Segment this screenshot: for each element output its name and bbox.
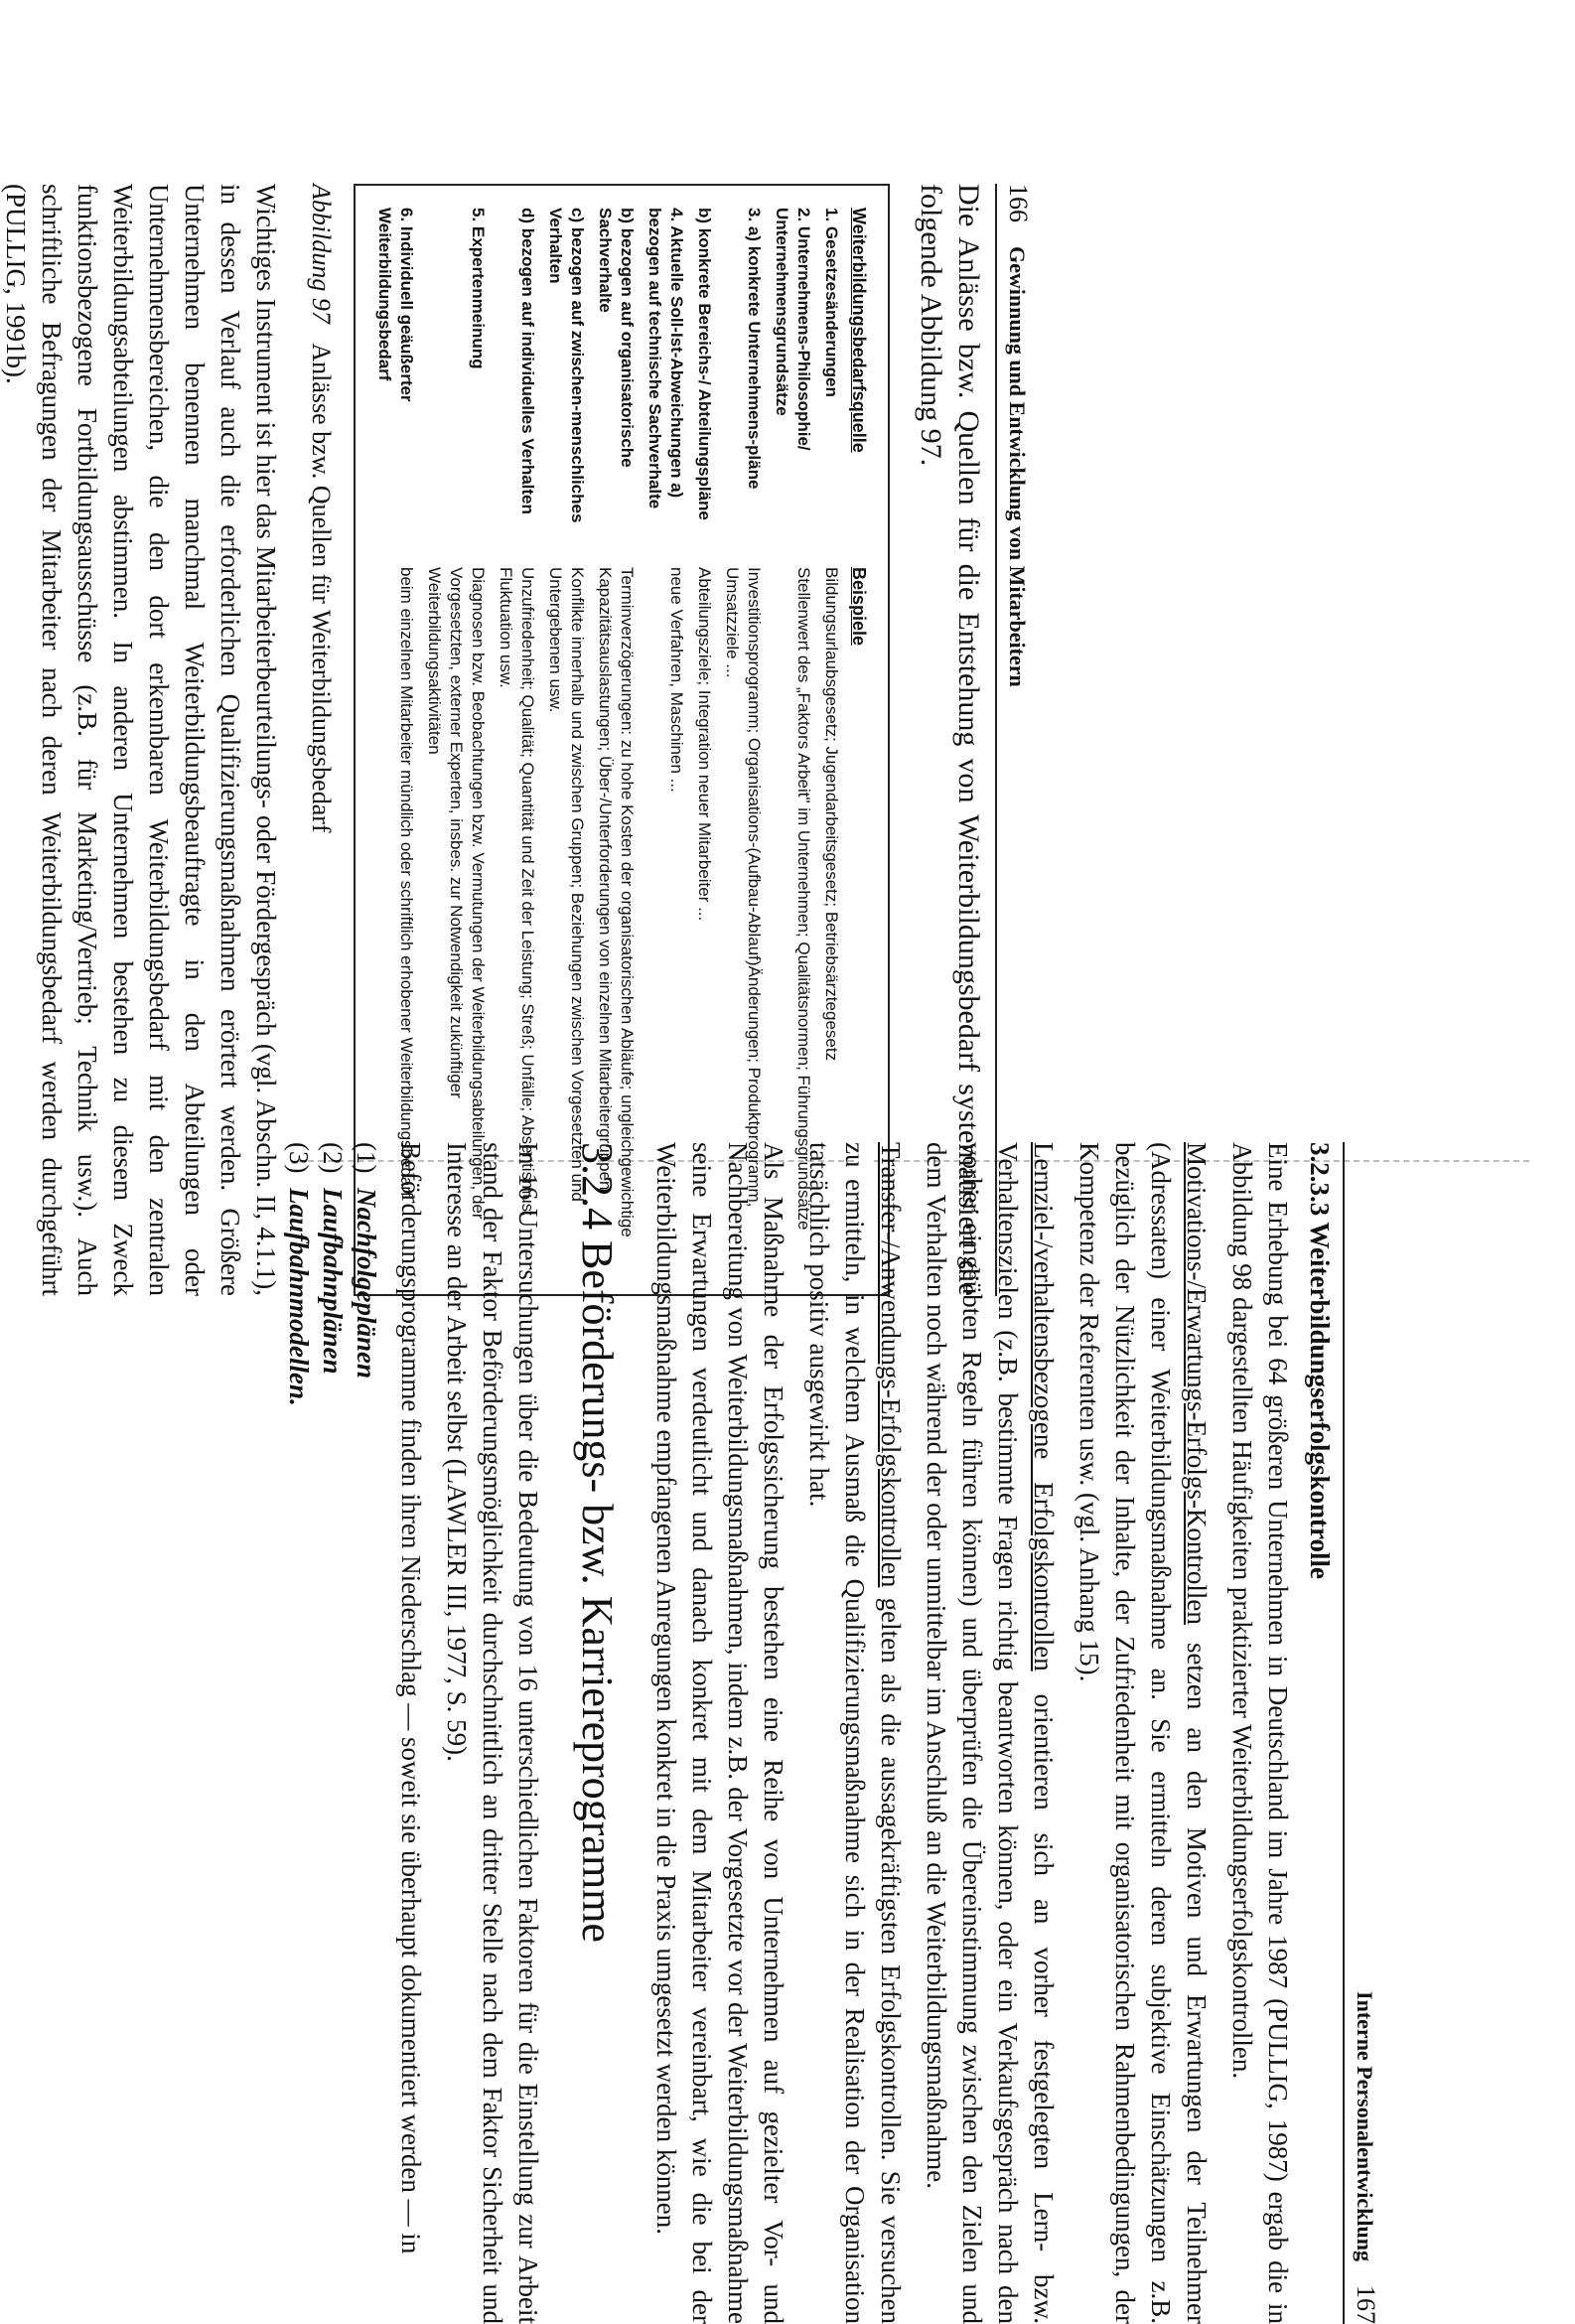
header-rule [1343,1142,1345,2324]
paragraph-3 [919,1142,1062,2324]
running-head-166 [1003,184,1033,1296]
running-head-title: Interne Personalentwicklung [1353,1991,1377,2261]
figure-example-cell: beim einzelnen Mitarbeiter mündlich oder schriftlich erhobener Weiterbildungsbedarf [397,567,416,1197]
page-number: 167 [1352,2285,1380,2324]
list-text: Laufbahnmodellen. [284,1188,314,1406]
page-166 [1,184,1033,1296]
figure-source-cell: 4. Aktuelle Soll-Ist-Abweichungen a) bezogen auf technische Sachverhalte [645,208,686,509]
caption-text: Anlässe bzw. Quellen für Weiterbildungsbedarf [307,343,336,833]
figure-example-cell: Stellenwert des „Faktors Arbeit" im Unternehmen; Qualitätsnormen; Führungsgrundsätze [794,567,813,1231]
figure-example-cell: neue Verfahren, Maschinen ... [667,567,686,793]
section-heading: 3.2.3.3 Weiterbildungserfolgskontrolle [1305,1142,1335,1580]
body-paragraph: Wichtiges Instrument ist hier das Mitarbeiterbeurteilungs- oder Fördergespräch (vgl. Abschn. II, 4.1.1), in dessen Verlauf auch die erforderlichen Qualifizierungsmaßnahmen erörtert werden. Größere Unternehmen benennen manchmal Weiterbildungsbeauftragte in den Abteilungen oder Unternehmensbereichen, die den dort erkennbaren Weiterbildungsbedarf mit den zentralen Weiterbildungsabteilungen abstimmen. In anderen Unternehmen bestehen zu diesem Zweck funktionsbezogene Fortbildungsausschüsse (z.B. für Marketing/Vertrieb; Technik usw.). Auch schriftliche Befragungen der Mitarbeiter nach deren Weiterbildungsbedarf werden durchgeführt (PULLIG, 1991b). [1,184,281,1296]
term-lernziel: Lernziel-/verhaltensbezogene Erfolgskontrollen [1029,1142,1059,1671]
page-number: 166 [1004,184,1033,222]
figure-caption [306,184,336,1296]
running-head-title: Gewinnung und Entwicklung von Mitarbeitern [1005,246,1030,687]
term-transfer: Transfer-/Anwendungs-Erfolgskontrollen [876,1142,906,1588]
list-text: Laufbahnplänen [318,1188,348,1375]
figure-example-cell: Terminverzögerungen: zu hohe Kosten der organisatorischen Abläufe; ungleichgewichtige Kapazitätsauslastungen; Über-/Unterforderungen von einzelnen Mitarbeitergruppen [596,567,637,1237]
term-motivation: Motivations-/Erwartungs-Erfolgs-Kontrollen [1182,1142,1212,1625]
program-list [282,1142,383,2324]
figure-source-cell: 1. Gesetzesänderungen [822,208,841,397]
paragraph-5: Als Maßnahme der Erfolgssicherung bestehen eine Reihe von Unternehmen auf gezielter Vor- und Nachbereitung von Weiterbildungsmaßnahmen, indem z.B. der Vorgesetzte vor der Weiterbildungsmaßnahme seine Erwartungen verdeutlicht und danach konkret mit dem Mitarbeiter vereinbart, wie die bei der Weiterbildungsmaßnahme empfangenen Anregungen konkret in die Praxis umgesetzt werden können. [651,1142,788,2324]
paragraph-4-text: gelten als die aussagekräftigsten Erfolgskontrollen. Sie versuchen zu ermitteln, in welchem Ausmaß die Qualifizierungsmaßnahme sich in der Realisation der Organisation tatsächlich positiv ausgewirkt hat. [804,1142,906,2324]
list-number: (1) [352,1142,381,1174]
running-head-167 [1351,1142,1380,2324]
paragraph-2 [1072,1142,1215,2324]
figure-example-cell: Diagnosen bzw. Beobachtungen bzw. Vermutungen der Weiterbildungsabteilungen, der Vorgesetzten, externer Experten, insbes. zur Notwendigkeit zukünftiger Weiterbildungsaktivitäten [425,567,488,1220]
figure-97-box [354,184,890,1296]
list-number: (2) [318,1142,348,1174]
paragraph-1: Eine Erhebung bei 64 größeren Unternehmen in Deutschland im Jahre 1987 (PULLIG, 1987) ergab die in Abbildung 98 dargestellten Häufigkeiten praktizierter Weiterbildungserfolgskontrollen. [1227,1142,1293,2324]
figure-source-cell: 2. Unternehmens-Philosophie/ Unternehmensgrundsätze [773,208,813,451]
figure-table [373,208,870,1272]
paragraph-3-text: orientieren sich an vorher festgelegten Lern- bzw. Verhaltenszielen (z.B. bestimmte Fragen richtig beantworten können, oder ein Verkaufsgespräch nach den vorher eingeübten Regeln führen können) und überprüfen die Übereinstimmung zwischen den Zielen und dem Verhalten noch während der oder unmittelbar im Anschluß an die Weiterbildungsmaßnahme. [922,1142,1059,2324]
col-header-examples: Beispiele [849,567,869,647]
paragraph-4 [801,1142,909,2324]
paragraph-7: Beförderungsprogramme finden ihren Niederschlag — soweit sie überhaupt dokumentiert werden — in [396,1142,426,2254]
list-item [316,1142,350,2324]
chapter-heading: 3.2.4 Beförderungs- bzw. Karriereprogramme [573,1142,622,1943]
figure-source-cell: b) bezogen auf organisatorische Sachverhalte [596,208,637,468]
list-item [350,1142,383,2324]
intro-paragraph: Die Anlässe bzw. Quellen für die Entstehung von Weiterbildungsbedarf systematisiert die folgende Abbildung 97. [915,184,985,1296]
paragraph-6: In 16 Untersuchungen über die Bedeutung von 16 unterschiedlichen Faktoren für die Einstellung zur Arbeit stand der Faktor Beförderungsmöglichkeit durchschnittlich an dritter Stelle nach dem Faktor Sicherheit und Interesse an der Arbeit selbst (LAWLER III, 1977, S. 59). [442,1142,543,2324]
page-167 [284,1142,1380,2324]
figure-source-cell: 6. Individuell geäußerter Weiterbildungsbedarf [375,208,416,402]
figure-example-cell: Konflikte innerhalb und zwischen Gruppen; Beziehungen zwischen Vorgesetzten und Untergebenen usw. [546,567,587,1202]
col-header-source: Weiterbildungsbedarfsquelle [849,208,869,453]
figure-example-cell: Abteilungsziele; Integration neuer Mitarbeiter ... [695,567,714,922]
figure-source-cell: 5. Expertenmeinung [469,208,488,369]
list-number: (3) [284,1142,314,1174]
caption-label: Abbildung 97 [307,184,336,324]
list-item [282,1142,316,2324]
figure-example-cell: Unzufriedenheit; Qualität; Quantität und Zeit der Leistung; Streß; Unfälle; Absentismus; Fluktuation usw. [497,567,537,1217]
figure-source-cell: 3. a) konkrete Unternehmens-pläne [745,208,764,490]
figure-example-cell: Bildungsurlaubsgesetz; Jugendarbeitsgesetz; Betriebsärztegesetz [822,567,841,1062]
figure-source-cell: b) konkrete Bereichs-/ Abteilungspläne [695,208,714,520]
figure-source-cell: d) bezogen auf individuelles Verhalten [518,208,537,514]
list-text: Nachfolgeplänen [352,1188,381,1379]
paragraph-2-text: setzen an den Motiven und Erwartungen der Teilnehmer (Adressaten) einer Weiterbildungsmaßnahme an. Sie ermitteln deren subjektive Einschätzungen z.B. bezüglich der Nützlichkeit der Inhalte, der Zufriedenheit mit organisatorischen Rahmenbedingungen, der Kompetenz der Referenten usw. (vgl. Anhang 15). [1074,1142,1212,2324]
figure-source-cell: c) bezogen auf zwischen-menschliches Verhalten [546,208,587,523]
header-rule [995,184,997,1296]
figure-example-cell: Investitionsprogramm; Organisations-(Aufbau-Ablauf)Änderungen; Produktprogramm, Umsatzziele ... [723,567,764,1208]
